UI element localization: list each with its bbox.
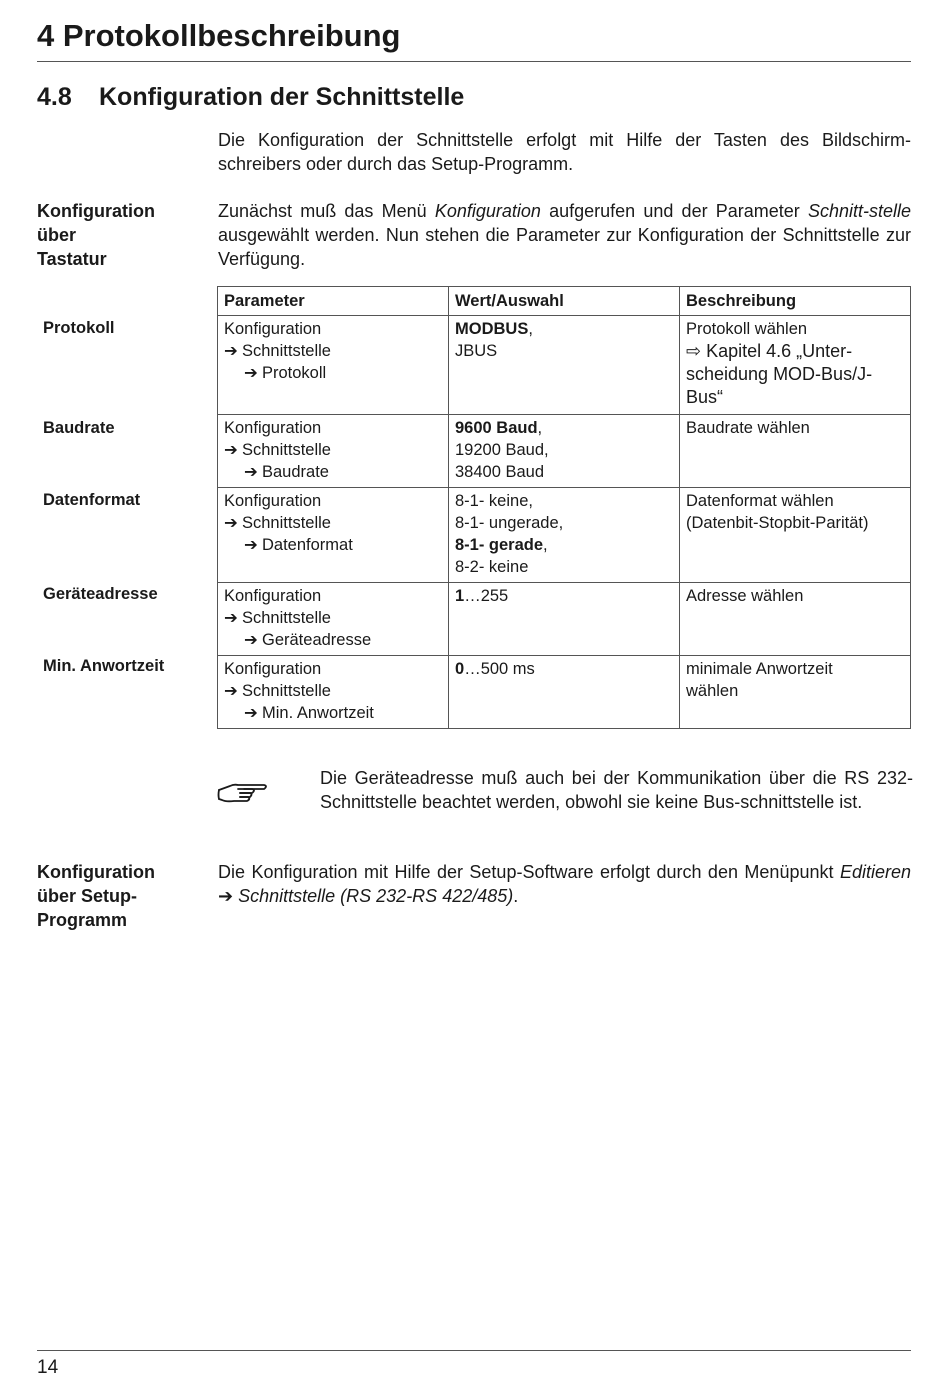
path-leaf-label: Protokoll: [262, 364, 327, 382]
value-line: 38400 Baud: [455, 463, 545, 481]
path-leaf-label: Datenformat: [262, 536, 353, 554]
table-header-row: [218, 287, 911, 316]
value-suffix: ,: [528, 320, 533, 338]
text: ausgewählt werden. Nun stehen die Parameter zur Konfiguration der Schnittstelle zur Verfügung.: [218, 225, 911, 269]
table-row: [218, 583, 911, 656]
value-suffix: …255: [464, 587, 509, 605]
path-root: Konfiguration: [224, 419, 322, 437]
path-mid-label: Schnittstelle: [242, 682, 331, 700]
right-arrow-icon: ➔: [224, 514, 238, 532]
path-mid: [224, 340, 442, 362]
parameter-table: [217, 286, 911, 729]
default-value: 9600 Baud: [455, 419, 538, 437]
right-arrow-icon: ➔: [224, 609, 238, 627]
menu-path-schnittstelle: Schnittstelle (RS 232-RS 422/485): [238, 886, 514, 906]
path-root: Konfiguration: [224, 492, 322, 510]
path-leaf-label: Baudrate: [262, 463, 329, 481]
table-row: [218, 656, 911, 729]
section-title: Konfiguration der Schnittstelle: [99, 83, 465, 111]
pointing-hand-icon: [216, 778, 272, 814]
parameter-path: [218, 583, 449, 656]
value-line: [455, 318, 673, 340]
value-line: 8-2- keine: [455, 558, 529, 576]
default-value: 0: [455, 660, 465, 678]
path-mid: [224, 607, 442, 629]
intro-paragraph: Die Konfiguration der Schnittstelle erfolgt mit Hilfe der Tasten des Bildschirm-schreibers oder durch das Setup-Programm.: [218, 130, 911, 174]
default-value: MODBUS: [455, 320, 529, 338]
default-value: 1: [455, 587, 465, 605]
setup-config-paragraph: [218, 860, 911, 908]
path-leaf: [224, 461, 442, 483]
label-line: Konfiguration: [37, 201, 155, 221]
label-line: Tastatur: [37, 249, 107, 269]
right-arrow-icon: ➔: [244, 704, 258, 722]
row-label-geraeteadresse: Geräteadresse: [43, 585, 158, 603]
keyboard-config-label: [37, 199, 207, 271]
path-mid-label: Schnittstelle: [242, 514, 331, 532]
value-line: 19200 Baud,: [455, 441, 549, 459]
text: Zunächst muß das Menü: [218, 201, 435, 221]
right-arrow-icon: ➔: [224, 342, 238, 360]
right-arrow-icon: ➔: [244, 631, 258, 649]
description-cell: [680, 415, 911, 488]
page-number: 14: [37, 1357, 59, 1378]
footer-rule: [37, 1350, 911, 1351]
row-label-min-anwortzeit: Min. Anwortzeit: [43, 657, 165, 675]
path-leaf-label: Min. Anwortzeit: [262, 704, 374, 722]
value-cell: [449, 583, 680, 656]
path-leaf: [224, 534, 442, 556]
right-arrow-icon: ➔: [224, 682, 238, 700]
note-text: Die Geräteadresse muß auch bei der Kommunikation über die RS 232-Schnittstelle beachtet werden, obwohl sie keine Bus-schnittstelle ist.: [320, 768, 913, 812]
path-mid-label: Schnittstelle: [242, 441, 331, 459]
path-mid: [224, 680, 442, 702]
value-line: JBUS: [455, 342, 498, 360]
param-name: Schnitt-stelle: [807, 201, 912, 221]
path-mid: [224, 512, 442, 534]
value-cell: [449, 316, 680, 415]
value-cell: [449, 656, 680, 729]
path-root: Konfiguration: [224, 587, 322, 605]
text: .: [513, 886, 519, 906]
chapter-title: 4 Protokollbeschreibung: [37, 18, 401, 53]
right-arrow-icon: ➔: [244, 364, 258, 382]
path-leaf-label: Geräteadresse: [262, 631, 372, 649]
menu-name: Konfiguration: [434, 201, 541, 221]
setup-config-label: [37, 860, 207, 932]
description-line: Baudrate wählen: [686, 419, 810, 437]
row-label-datenformat: Datenformat: [43, 491, 141, 509]
description-line: wählen: [686, 682, 739, 700]
label-line: Konfiguration: [37, 862, 155, 882]
table-row: [218, 316, 911, 415]
section-heading: [37, 83, 464, 112]
row-label-protokoll: Protokoll: [43, 319, 115, 337]
value-line: 8-1- ungerade,: [455, 514, 564, 532]
table-row: [218, 415, 911, 488]
description-cell: [680, 488, 911, 583]
path-mid-label: Schnittstelle: [242, 342, 331, 360]
description-cell: [680, 583, 911, 656]
right-arrow-icon: ➔: [244, 463, 258, 481]
parameter-path: [218, 656, 449, 729]
parameter-path: [218, 316, 449, 415]
keyboard-config-paragraph: [218, 199, 911, 271]
value-cell: [449, 488, 680, 583]
label-line: über: [37, 225, 77, 245]
table-row: [218, 488, 911, 583]
right-arrow-icon: ➔: [224, 441, 238, 459]
right-arrow-icon: ➔: [244, 536, 258, 554]
label-line: Programm: [37, 910, 128, 930]
column-header: Beschreibung: [680, 287, 911, 316]
hollow-arrow-icon: ⇨: [686, 341, 707, 361]
value-line: 8-1- keine,: [455, 492, 533, 510]
description-cell: [680, 316, 911, 415]
column-header: Parameter: [218, 287, 449, 316]
chapter-reference: [686, 340, 904, 409]
label-line: über Setup-: [37, 886, 138, 906]
value-line: [455, 658, 673, 680]
description-line: Adresse wählen: [686, 587, 804, 605]
description-line: Datenformat wählen: [686, 492, 834, 510]
value-suffix: ,: [543, 536, 548, 554]
column-header: Wert/Auswahl: [449, 287, 680, 316]
header-rule: [37, 61, 911, 62]
path-root: Konfiguration: [224, 660, 322, 678]
value-line: [455, 417, 673, 439]
default-value: 8-1- gerade: [455, 536, 544, 554]
parameter-path: [218, 415, 449, 488]
path-mid-label: Schnittstelle: [242, 609, 331, 627]
description-cell: [680, 656, 911, 729]
value-cell: [449, 415, 680, 488]
value-suffix: ,: [537, 419, 543, 437]
section-number: 4.8: [37, 83, 72, 111]
right-arrow-icon: ➔: [218, 886, 234, 906]
parameter-path: [218, 488, 449, 583]
value-line: [455, 585, 673, 607]
value-suffix: …500 ms: [464, 660, 535, 678]
path-root: Konfiguration: [224, 320, 322, 338]
text: aufgerufen und der Parameter: [540, 201, 808, 221]
path-leaf: [224, 629, 442, 651]
menu-path-editieren: Editieren: [839, 862, 911, 882]
path-mid: [224, 439, 442, 461]
description-line: (Datenbit-Stopbit-Parität): [686, 514, 869, 532]
text: Die Konfiguration mit Hilfe der Setup-Software erfolgt durch den Menüpunkt: [218, 862, 840, 882]
description-line: minimale Anwortzeit: [686, 660, 833, 678]
reference-text: Kapitel 4.6 „Unter-scheidung MOD-Bus/J-Bus“: [686, 341, 873, 407]
row-label-baudrate: Baudrate: [43, 419, 115, 437]
path-leaf: [224, 702, 442, 724]
value-line: [455, 534, 673, 556]
path-leaf: [224, 362, 442, 384]
description-line: Protokoll wählen: [686, 320, 808, 338]
